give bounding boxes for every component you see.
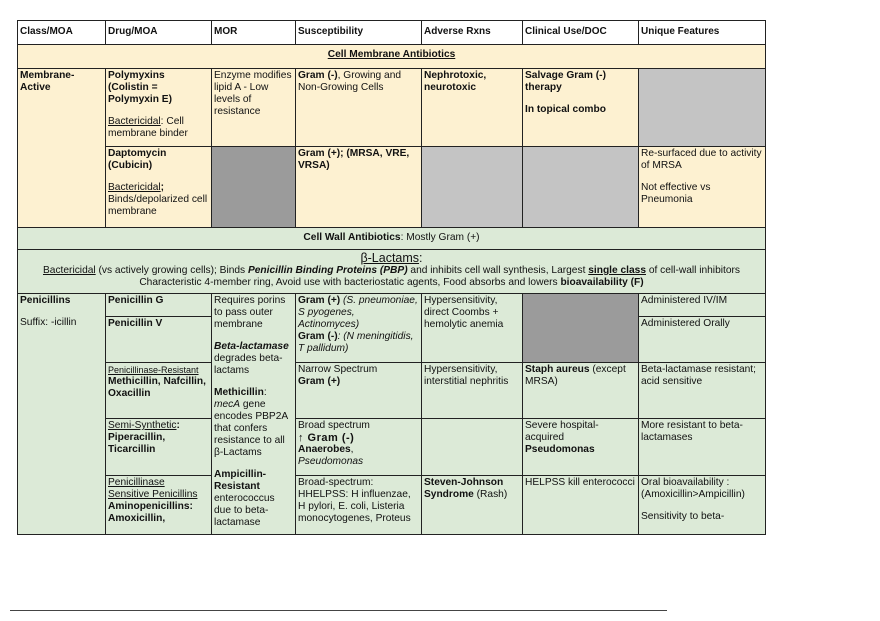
grid-line: [421, 20, 422, 44]
aminopenicillins-susceptibility: Broad-spectrum: HHELPSS: H influenzae, H pylori, E. coli, Listeria monocytogenes, Proteus: [295, 475, 421, 535]
penicillins-class: Penicillins Suffix: -icillin: [17, 293, 105, 535]
header-class-moa: Class/MOA: [20, 26, 73, 37]
header-clinical: Clinical Use/DOC: [525, 26, 607, 37]
cell-membrane-title: Cell Membrane Antibiotics: [17, 44, 766, 68]
polymyxins-susceptibility: Gram (-), Growing and Non-Growing Cells: [295, 68, 421, 146]
grid-line: [638, 316, 766, 317]
polymyxins-adverse: Nephrotoxic, neurotoxic: [421, 68, 522, 146]
grid-line: [522, 20, 523, 44]
header-adverse: Adverse Rxns: [424, 26, 491, 37]
penicillin-v: Penicillin V: [105, 316, 211, 362]
membrane-active-class: Membrane-Active: [17, 68, 105, 227]
header-unique: Unique Features: [641, 26, 720, 37]
penicillinase-resistant-drugs: Penicillinase-Resistant Methicillin, Nafcillin, Oxacillin: [105, 362, 211, 418]
semi-synthetic-susceptibility: Broad spectrum ↑ Gram (-) Anaerobes, Pseudomonas: [295, 418, 421, 475]
grid-line: [17, 68, 766, 69]
grid-line: [105, 475, 211, 476]
aminopenicillins-adverse: Steven-Johnson Syndrome (Rash): [421, 475, 522, 535]
daptomycin-mor-empty: [211, 146, 295, 227]
daptomycin-unique: Re-surfaced due to activity of MRSA Not effective vs Pneumonia: [638, 146, 766, 227]
semi-synthetic-unique: More resistant to beta-lactamases: [638, 418, 766, 475]
daptomycin-susceptibility: Gram (+); (MRSA, VRE, VRSA): [295, 146, 421, 227]
penicillin-g-susceptibility: Gram (+) (S. pneumoniae, S pyogenes, Actinomyces) Gram (-): (N meningitidis, T pallidum): [295, 293, 421, 362]
grid-line: [105, 362, 211, 363]
penicillin-g: Penicillin G: [105, 293, 211, 316]
grid-line: [522, 293, 523, 535]
grid-line: [17, 249, 766, 250]
penicillinase-resistant-unique: Beta-lactamase resistant; acid sensitive: [638, 362, 766, 418]
penicillin-g-adverse: Hypersensitivity, direct Coombs + hemolytic anemia: [421, 293, 522, 362]
grid-line: [421, 293, 422, 535]
cell-wall-title: Cell Wall Antibiotics: Mostly Gram (+): [17, 227, 766, 249]
grid-line: [638, 20, 639, 44]
grid-line: [105, 293, 106, 535]
grid-line: [638, 293, 639, 535]
polymyxins-unique-empty: [638, 68, 766, 146]
grid-line: [211, 68, 212, 227]
grid-line: [295, 475, 766, 476]
penicillinase-resistant-adverse: Hypersensitivity, interstitial nephritis: [421, 362, 522, 418]
daptomycin-clinical-empty: [522, 146, 638, 227]
aminopenicillins-clinical: HELPSS kill enterococci: [522, 475, 638, 535]
grid-line: [17, 293, 766, 294]
grid-line: [295, 68, 296, 227]
daptomycin-drug: Daptomycin (Cubicin) Bactericidal; Binds/depolarized cell membrane: [105, 146, 211, 227]
penicillinase-resistant-clinical: Staph aureus (except MRSA): [522, 362, 638, 418]
grid-line: [17, 20, 766, 21]
aminopenicillins-drugs: Penicillinase Sensitive Penicillins Aminopenicillins: Amoxicillin,: [105, 475, 211, 535]
semi-synthetic-drugs: Semi-Synthetic: Piperacillin, Ticarcillin: [105, 418, 211, 475]
penicillin-g-clinical-empty: [522, 293, 638, 362]
grid-line: [17, 534, 766, 535]
header-mor: MOR: [214, 26, 238, 37]
penicillins-mor: Requires porins to pass outer membrane Beta-lactamase degrades beta-lactams Methicillin: mecA gene encodes PBP2A that confers resistance to all β-Lactams Ampicillin-Resistant enterococcus due to beta-lactamase: [211, 293, 295, 535]
grid-line: [17, 44, 766, 45]
semi-synthetic-clinical: Severe hospital-acquired Pseudomonas: [522, 418, 638, 475]
penicillin-v-unique: Administered Orally: [638, 316, 766, 362]
grid-line: [105, 146, 766, 147]
beta-lactams-banner: β-Lactams: Bactericidal (vs actively growing cells); Binds Penicillin Binding Proteins (PBP) and inhibits cell wall synthesis, Largest single class of cell-wall inhibitors Characteristic 4-member ring, Avoid use with bacteriostatic agents, Food absorbs and lowers bioavailability (F): [17, 249, 766, 293]
header-drug-moa: Drug/MOA: [108, 26, 158, 37]
grid-line: [211, 20, 212, 44]
grid-line: [105, 316, 211, 317]
grid-line: [105, 68, 106, 227]
grid-line: [638, 68, 639, 227]
grid-line: [295, 418, 766, 419]
polymyxins-mor: Enzyme modifies lipid A - Low levels of resistance: [211, 68, 295, 146]
header-susceptibility: Susceptibility: [298, 26, 364, 37]
grid-line: [17, 227, 766, 228]
grid-line: [211, 293, 212, 535]
grid-line: [295, 362, 766, 363]
polymyxins-drug: Polymyxins (Colistin = Polymyxin E) Bactericidal: Cell membrane binder: [105, 68, 211, 146]
penicillinase-resistant-susceptibility: Narrow Spectrum Gram (+): [295, 362, 421, 418]
footer-rule: [10, 610, 667, 611]
penicillin-g-unique: Administered IV/IM: [638, 293, 766, 316]
grid-line: [105, 20, 106, 44]
grid-line: [421, 68, 422, 227]
semi-synthetic-adverse-empty: [421, 418, 522, 475]
grid-line: [522, 68, 523, 227]
grid-line: [105, 418, 211, 419]
polymyxins-clinical: Salvage Gram (-) therapy In topical combo: [522, 68, 638, 146]
grid-line: [295, 20, 296, 44]
grid-line: [17, 20, 18, 535]
daptomycin-adverse-empty: [421, 146, 522, 227]
aminopenicillins-unique: Oral bioavailability : (Amoxicillin>Ampicillin) Sensitivity to beta-: [638, 475, 766, 535]
grid-line: [765, 20, 766, 535]
antibiotics-table: [17, 20, 766, 535]
grid-line: [295, 293, 296, 535]
